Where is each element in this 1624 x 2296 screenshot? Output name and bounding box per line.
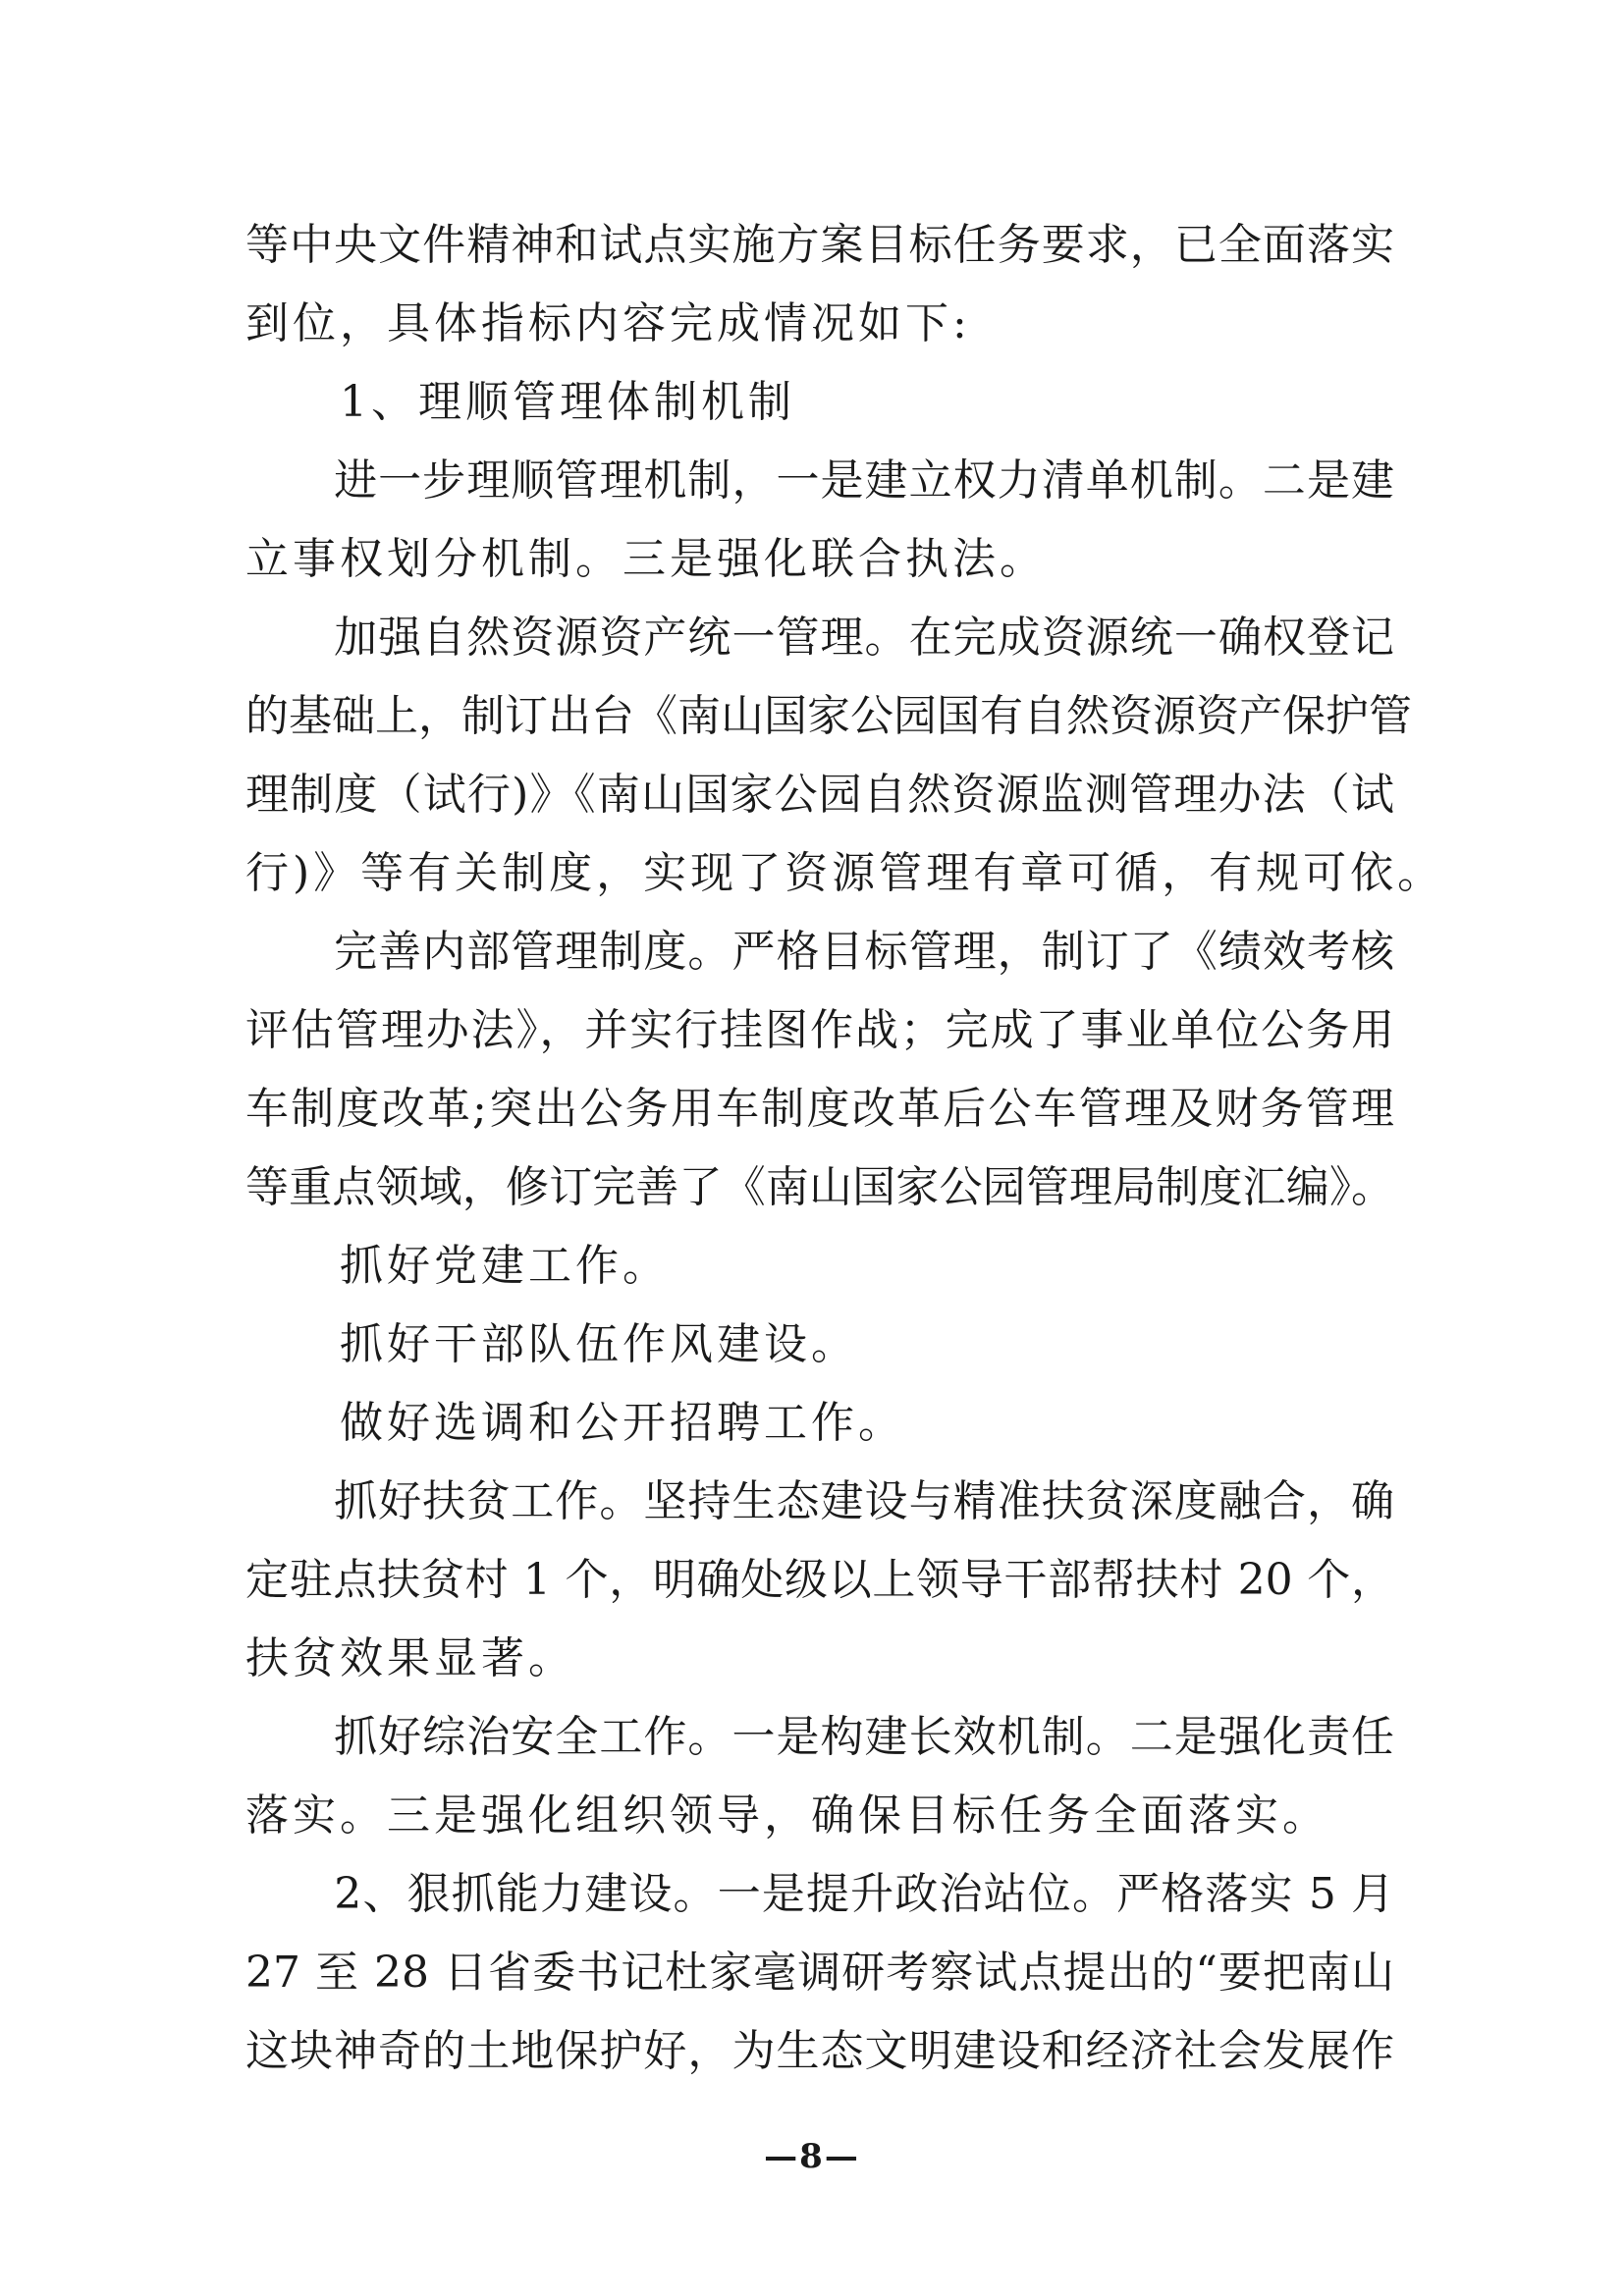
text-line: 进一步理顺管理机制，一是建立权力清单机制。二是建 xyxy=(245,455,1394,506)
text-line: 理制度（试行)》《南山国家公园自然资源监测管理办法（试 xyxy=(245,770,1394,820)
text-line: 等中央文件精神和试点实施方案目标任务要求，已全面落实 xyxy=(245,220,1394,270)
text-line: 的基础上，制订出台《南山国家公园国有自然资源资产保护管 xyxy=(245,691,1412,741)
text-line: 加强自然资源资产统一管理。在完成资源统一确权登记 xyxy=(245,613,1394,663)
text-line: 2、狠抓能力建设。一是提升政治站位。严格落实 5 月 xyxy=(245,1869,1394,1919)
text-line: 定驻点扶贫村 1 个，明确处级以上领导干部帮扶村 20 个， xyxy=(245,1555,1394,1605)
text-line: 这块神奇的土地保护好，为生态文明建设和经济社会发展作 xyxy=(245,2026,1394,2076)
text-line: 1、理顺管理体制机制 xyxy=(245,377,795,427)
text-line: 抓好扶贫工作。坚持生态建设与精准扶贫深度融合，确 xyxy=(245,1476,1394,1526)
text-line: 等重点领域，修订完善了《南山国家公园管理局制度汇编》。 xyxy=(245,1162,1394,1212)
page-number: —8— xyxy=(764,2137,860,2176)
text-line: 评估管理办法》，并实行挂图作战；完成了事业单位公务用 xyxy=(245,1005,1394,1055)
text-line: 立事权划分机制。三是强化联合执法。 xyxy=(245,534,1047,584)
text-line: 扶贫效果显著。 xyxy=(245,1633,575,1683)
text-line: 做好选调和公开招聘工作。 xyxy=(245,1398,905,1448)
text-line: 27 至 28 日省委书记杜家毫调研考察试点提出的“要把南山 xyxy=(245,1948,1394,1998)
text-line: 抓好党建工作。 xyxy=(245,1241,670,1291)
text-line: 抓好综治安全工作。一是构建长效机制。二是强化责任 xyxy=(245,1712,1394,1762)
text-line: 到位，具体指标内容完成情况如下: xyxy=(245,298,971,348)
text-line: 车制度改革;突出公务用车制度改革后公车管理及财务管理 xyxy=(245,1084,1394,1134)
text-line: 抓好干部队伍作风建设。 xyxy=(245,1319,858,1369)
text-line: 落实。三是强化组织领导，确保目标任务全面落实。 xyxy=(245,1790,1329,1841)
text-line: 行)》等有关制度，实现了资源管理有章可循，有规可依。 xyxy=(245,848,1445,898)
text-line: 完善内部管理制度。严格目标管理，制订了《绩效考核 xyxy=(245,927,1394,977)
